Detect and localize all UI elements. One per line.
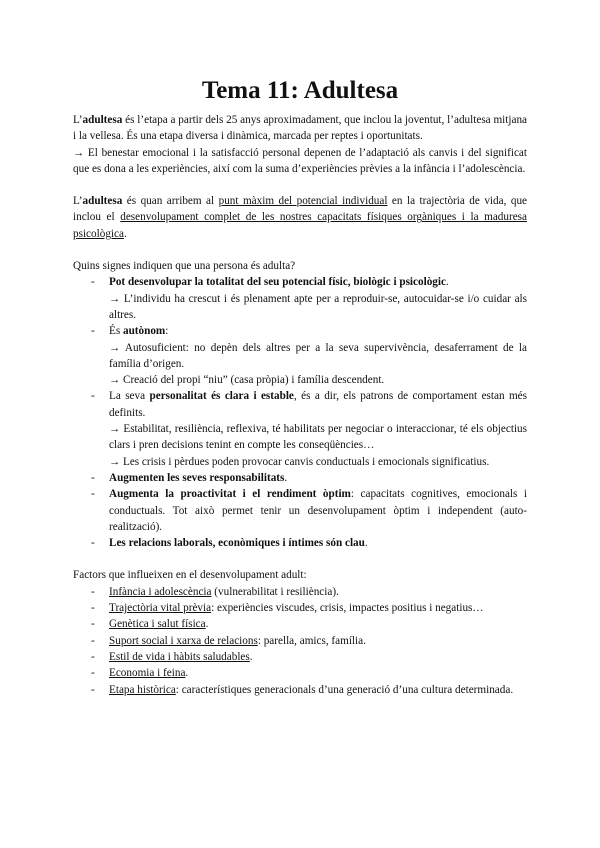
underlined-term: Infància i adolescència: [109, 585, 212, 598]
text-run: .: [123, 227, 127, 240]
factors-list: [73, 584, 527, 698]
list-item: [73, 633, 527, 649]
underlined-term: Estil de vida i hàbits saludables: [109, 650, 250, 663]
list-item: [73, 470, 527, 486]
text-run: és quan arribem al: [122, 195, 219, 208]
text-run: És: [109, 325, 123, 338]
page-title: Tema 11: Adultesa: [201, 77, 399, 104]
text-run: .: [445, 276, 449, 289]
underlined-term: Trajectòria vital prèvia: [109, 602, 212, 615]
list-item: [73, 535, 527, 551]
signs-list: [73, 274, 527, 551]
text-run: .: [249, 650, 253, 663]
list-item: [73, 486, 527, 535]
text-run: .: [205, 618, 209, 631]
wellbeing-paragraph: → El benestar emocional i la satisfacció personal depenen de l’adaptació als canvis i del significat que es dona a les experiències, així com la suma d’experiències prèvies a la infància i l’adolescència.: [73, 146, 527, 175]
list-item: [73, 388, 527, 469]
definition-paragraph: [73, 193, 527, 242]
intro-paragraph: [73, 112, 527, 145]
text-run: en la trajectòria de vida, que inclou el: [73, 195, 528, 224]
underlined-term: Genètica i salut física: [109, 618, 206, 631]
text-run: :: [165, 325, 169, 338]
underlined-term: desenvolupament complet de les nostres capacitats físiques orgàniques i la maduresa psicològica: [73, 211, 528, 240]
text-run: : característiques generacionals d’una generació d’una cultura determinada.: [175, 683, 514, 696]
sub-point: → L’individu ha crescut i és plenament apte per a reproduir-se, autocuidar-se i/o cuidar als altres.: [109, 292, 527, 321]
sub-point: → Estabilitat, resiliència, reflexiva, té habilitats per negociar o interaccionar, té els objectius clars i pren decisions tenint en compte les conseqüències…: [109, 423, 527, 452]
list-item: [73, 682, 527, 698]
text-run: , és a dir, els patrons de comportament estan més definits.: [109, 390, 527, 419]
text-run: .: [185, 667, 189, 680]
bold-term: Augmenta la proactivitat i el rendiment òptim: [109, 488, 351, 501]
list-item: [73, 616, 527, 632]
text-run: : parella, amics, família.: [257, 634, 366, 647]
bold-term: Les relacions laborals, econòmiques i íntimes són clau: [109, 537, 365, 550]
bold-term: adultesa: [82, 195, 123, 208]
bold-term: autònom: [122, 325, 166, 338]
underlined-term: Etapa històrica: [109, 683, 176, 696]
bold-term: Augmenten les seves responsabilitats: [109, 471, 285, 484]
sub-point: → Autosuficient: no depèn dels altres per a la seva supervivència, desaferrament de la família d’origen.: [109, 341, 527, 370]
text-run: L’: [73, 195, 83, 208]
signs-question: Quins signes indiquen que una persona és adulta?: [73, 260, 296, 273]
list-item: [73, 323, 527, 388]
underlined-term: Suport social i xarxa de relacions: [109, 634, 258, 647]
text-run: .: [284, 471, 288, 484]
text-run: : capacitats cognitives, emocionals i conductuals. Tot això permet tenir un desenvolupament òptim i independent (auto-realització).: [109, 488, 527, 533]
document-body: [73, 112, 527, 698]
list-item: [73, 600, 527, 616]
sub-point: → Creació del propi “niu” (casa pròpia) i família descendent.: [109, 374, 385, 387]
list-item: [73, 665, 527, 681]
bold-term: personalitat és clara i estable: [149, 390, 294, 403]
text-run: (vulnerabilitat i resiliència).: [211, 585, 339, 598]
text-run: és l’etapa a partir dels 25 anys aproximadament, que inclou la joventut, l’adultesa mitjana i la vellesa. És una etapa diversa i dinàmica, marcada per reptes i oportunitats.: [73, 114, 527, 143]
underlined-term: Economia i feina: [109, 667, 186, 680]
bold-term: Pot desenvolupar la totalitat del seu potencial físic, biològic i psicològic: [109, 276, 446, 289]
factors-heading: Factors que influeixen en el desenvolupament adult:: [73, 569, 307, 582]
underlined-term: punt màxim del potencial individual: [218, 195, 388, 208]
text-run: : experiències viscudes, crisis, impactes positius i negatius…: [211, 602, 484, 615]
text-run: L’: [73, 114, 83, 126]
text-run: La seva: [109, 390, 150, 403]
text-run: .: [364, 537, 368, 550]
list-item: [73, 584, 527, 600]
sub-point: → Les crisis i pèrdues poden provocar canvis conductuals i emocionals significatius.: [109, 455, 490, 468]
list-item: [73, 649, 527, 665]
bold-term: adultesa: [82, 114, 123, 126]
list-item: [73, 274, 527, 323]
